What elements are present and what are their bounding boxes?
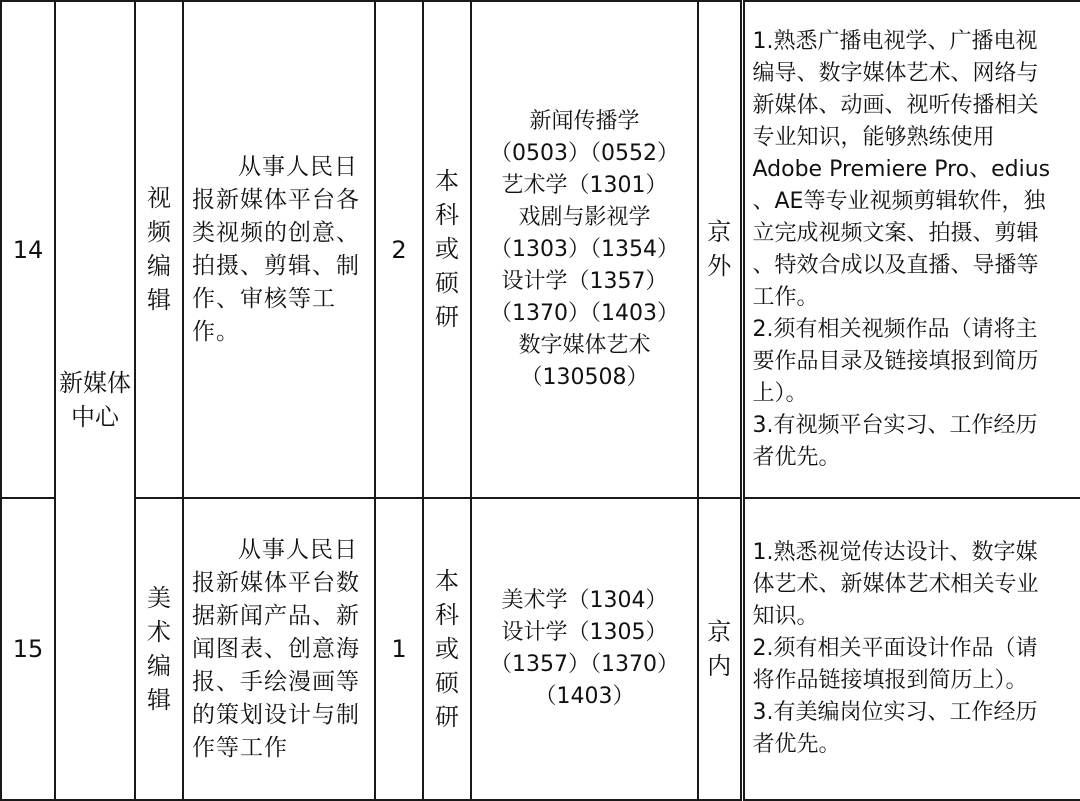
education-requirement: 本科或硕研 — [434, 167, 459, 331]
position-count: 2 — [391, 235, 407, 264]
education-cell — [423, 1, 471, 498]
row-id: 14 — [12, 235, 44, 264]
requirement-line: 2.须有相关平面设计作品（请 — [752, 636, 1038, 661]
position-name: 视频编辑 — [146, 184, 171, 314]
major-line: （1370）（1403） — [490, 300, 679, 326]
location: 京内 — [707, 617, 732, 680]
requirement-line: 1.熟悉视觉传达设计、数字媒 — [752, 540, 1038, 565]
major-line: （0503）（0552） — [490, 140, 679, 166]
requirement-line: 者优先。 — [752, 444, 841, 470]
table-row — [1, 1, 1080, 498]
major-line: （130508） — [520, 364, 649, 390]
table-row — [1, 498, 1080, 800]
major-line: （1403） — [534, 684, 635, 709]
requirement-line: 体艺术、新媒体艺术相关专业 — [752, 572, 1039, 597]
major-line: 设计学（1357） — [501, 268, 668, 294]
education-cell — [423, 498, 471, 800]
duty-cell — [183, 498, 375, 800]
department-cell — [55, 1, 135, 800]
requirement-line: 知识。 — [752, 604, 819, 629]
department-name: 新媒体中心 — [58, 369, 131, 431]
position-name: 美术编辑 — [146, 583, 171, 714]
count-cell — [375, 498, 423, 800]
major-line: 新闻传播学 — [529, 108, 640, 134]
requirement-line: 上）。 — [752, 380, 808, 406]
requirement-line: 专业知识，能够熟练使用 — [752, 124, 995, 150]
row-id-cell — [1, 498, 55, 800]
position-cell — [135, 498, 183, 800]
major-line: 美术学（1304） — [501, 588, 668, 613]
education-requirement: 本科或硕研 — [434, 566, 459, 731]
requirement-line: 、AE等专业视频剪辑软件，独 — [752, 188, 1046, 214]
requirement-line: 将作品链接填报到简历上）。 — [752, 668, 1028, 693]
position-count: 1 — [391, 635, 407, 663]
duty-text: 从事人民日报新媒体平台数据新闻产品、新闻图表、创意海报、手绘漫画等的策划设计与制作等工作 — [192, 536, 360, 761]
requirement-line: 立完成视频文案、拍摄、剪辑 — [752, 220, 1039, 246]
requirement-line: 编导、数字媒体艺术、网络与 — [752, 60, 1039, 86]
count-cell — [375, 1, 423, 498]
major-line: 设计学（1305） — [501, 620, 668, 645]
majors-cell — [471, 498, 698, 800]
position-cell — [135, 1, 183, 498]
major-line: （1357）（1370） — [490, 652, 679, 677]
location: 京外 — [707, 218, 732, 280]
requirement-line: 3.有视频平台实习、工作经历 — [752, 412, 1038, 438]
requirement-line: 1.熟悉广播电视学、广播电视 — [752, 28, 1038, 54]
location-cell — [698, 498, 742, 800]
requirements-cell — [742, 498, 1080, 800]
requirement-line: Adobe Premiere Pro、edius — [752, 156, 1051, 182]
location-cell — [698, 1, 742, 498]
duty-cell — [183, 1, 375, 498]
duty-text: 从事人民日报新媒体平台各类视频的创意、拍摄、剪辑、制作、审核等工作。 — [192, 153, 360, 345]
requirement-line: 工作。 — [752, 284, 819, 310]
requirement-line: 、特效合成以及直播、导播等 — [752, 252, 1039, 278]
major-line: 艺术学（1301） — [501, 172, 668, 198]
major-line: （1303）（1354） — [490, 236, 679, 262]
majors-cell — [471, 1, 698, 498]
requirement-line: 新媒体、动画、视听传播相关 — [752, 92, 1039, 118]
requirements-cell — [742, 1, 1080, 498]
requirement-line: 2.须有相关视频作品（请将主 — [752, 316, 1038, 342]
requirement-line: 3.有美编岗位实习、工作经历 — [752, 700, 1038, 725]
major-line: 戏剧与影视学 — [518, 204, 651, 230]
major-line: 数字媒体艺术 — [518, 332, 651, 358]
requirement-line: 要作品目录及链接填报到简历 — [752, 348, 1039, 374]
row-id-cell — [1, 1, 55, 498]
row-id: 15 — [12, 635, 44, 663]
requirement-line: 者优先。 — [752, 732, 841, 757]
